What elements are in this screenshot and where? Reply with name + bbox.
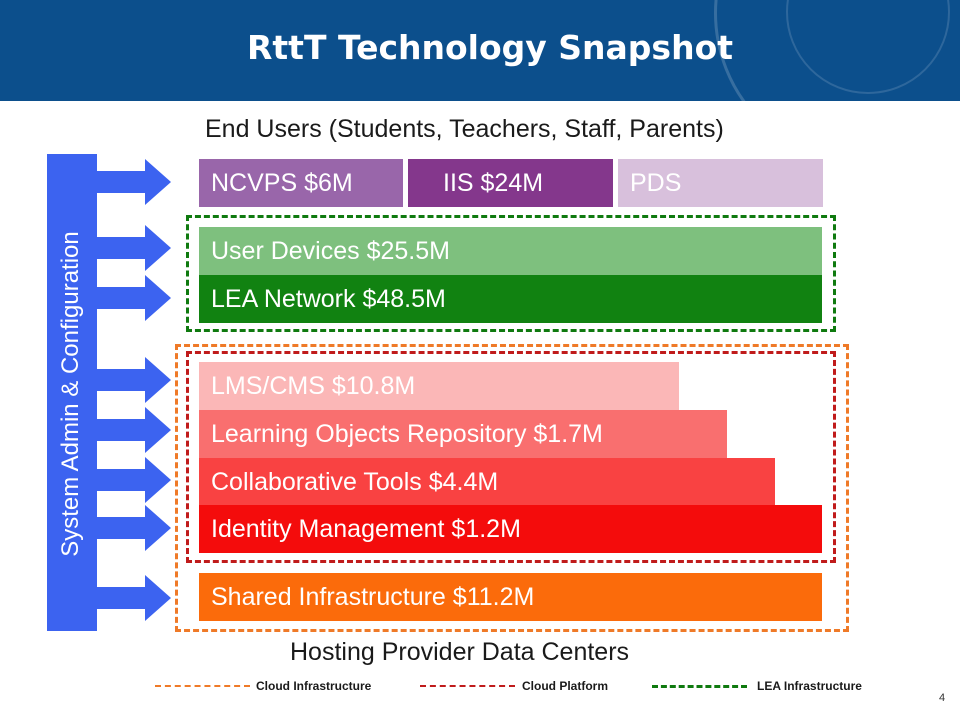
system-admin-sidebar: [47, 154, 97, 631]
pds-block: PDS: [618, 159, 823, 207]
page-number: 4: [939, 692, 946, 704]
identity-management-block: Identity Management $1.2M: [199, 505, 822, 553]
arrow-right-icon: [95, 505, 171, 551]
legend-line-cloud-infrastructure: [155, 685, 250, 687]
sidebar-label: System Admin & Configuration: [57, 231, 84, 557]
legend-cloud-infrastructure: Cloud Infrastructure: [256, 679, 372, 693]
arrow-right-icon: [95, 575, 171, 621]
hosting-provider-label: Hosting Provider Data Centers: [290, 638, 630, 666]
collaborative-tools-block: Collaborative Tools $4.4M: [199, 458, 775, 506]
arrow-right-icon: [95, 457, 171, 503]
lms-cms-block: LMS/CMS $10.8M: [199, 362, 679, 410]
legend-cloud-platform: Cloud Platform: [522, 679, 608, 693]
title-banner: [0, 0, 960, 101]
slide-title: RttT Technology Snapshot: [246, 28, 734, 67]
lea-network-block: LEA Network $48.5M: [199, 275, 822, 323]
iis-block: IIS $24M: [408, 159, 613, 207]
legend-line-lea-infrastructure: [652, 685, 747, 688]
arrow-right-icon: [95, 357, 171, 403]
user-devices-block: User Devices $25.5M: [199, 227, 822, 275]
arrow-right-icon: [95, 159, 171, 205]
arrow-right-icon: [95, 407, 171, 453]
shared-infrastructure-block: Shared Infrastructure $11.2M: [199, 573, 822, 621]
ncvps-block: NCVPS $6M: [199, 159, 403, 207]
legend-line-cloud-platform: [420, 685, 515, 687]
learning-objects-repository-block: Learning Objects Repository $1.7M: [199, 410, 727, 458]
arrow-right-icon: [95, 225, 171, 271]
legend-lea-infrastructure: LEA Infrastructure: [757, 679, 862, 693]
end-users-label: End Users (Students, Teachers, Staff, Parents): [205, 115, 724, 143]
arrow-right-icon: [95, 275, 171, 321]
